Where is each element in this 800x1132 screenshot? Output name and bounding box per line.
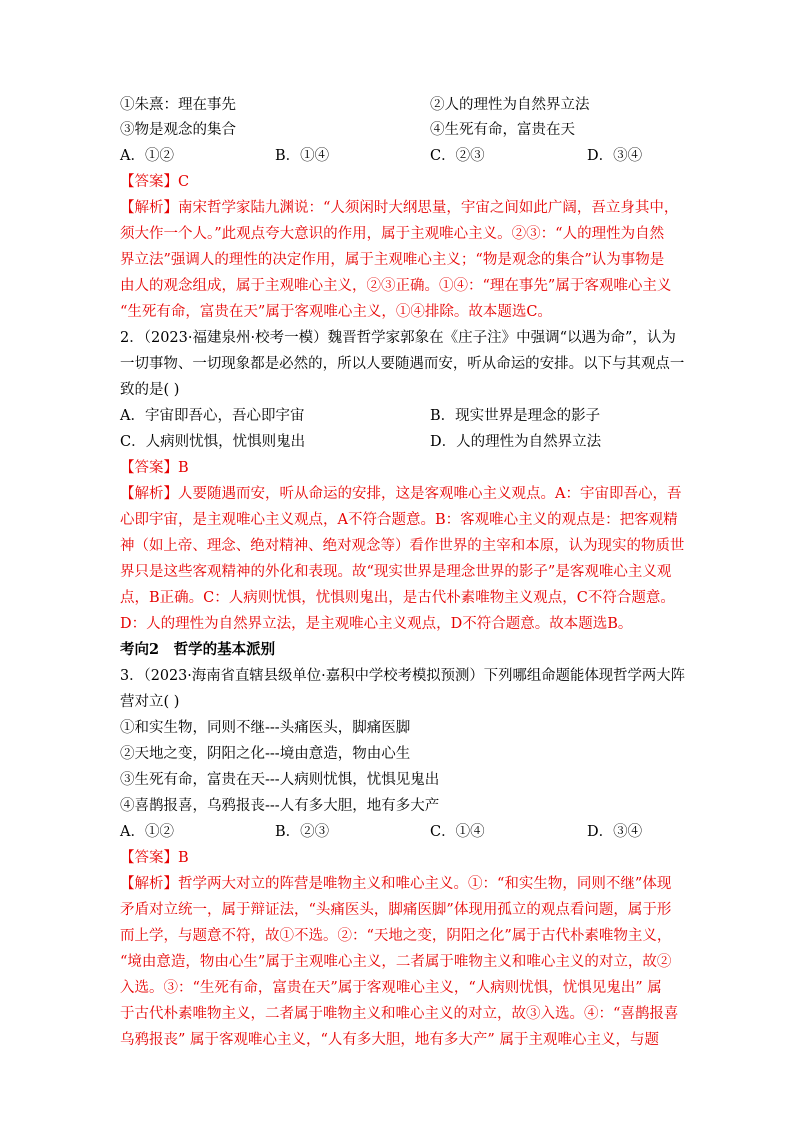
q2-answer bbox=[120, 458, 685, 478]
q2-analysis-line-2: 心即宇宙，是主观唯心主义观点，A不符合题意。B：客观唯心主义的观点是：把客观精 bbox=[120, 512, 678, 528]
q1-option-3: ③物是观念的集合 bbox=[120, 122, 236, 138]
q1-option-1: ①朱熹：理在事先 bbox=[120, 97, 236, 113]
q1-analysis-line-4: 由人的观念组成，属于主观唯心主义，②③正确。①④：“理在事先”属于客观唯心主义 bbox=[120, 278, 672, 294]
q2-analysis-line-3: 神（如上帝、理念、绝对精神、绝对观念等）看作世界的主宰和本原，认为现实的物质世 bbox=[120, 538, 685, 554]
q2-analysis-line-1 bbox=[120, 484, 685, 504]
q2-stem-line-1: 2．（2023·福建泉州·校考一模）魏晋哲学家郭象在《庄子注》中强调“以遇为命”，认为 bbox=[120, 330, 676, 346]
q1-analysis-text-1: 南宋哲学家陆九渊说：“人须闲时大纲思量，宇宙之间如此广阔，吾立身其中， bbox=[178, 200, 679, 216]
q2-option-c: C．人病则忧惧，忧惧则鬼出 bbox=[120, 434, 306, 450]
q2-stem-line-2: 一切事物、一切现象都是必然的，所以人要随遇而安，听从命运的安排。以下与其观点一 bbox=[120, 356, 685, 372]
q2-analysis-text-1: 人要随遇而安，听从命运的安排，这是客观唯心主义观点。A：宇宙即吾心，吾 bbox=[178, 486, 682, 502]
q2-option-b: B．现实世界是理念的影子 bbox=[430, 408, 601, 424]
q3-item-1: ①和实生物，同则不继---头痛医头，脚痛医脚 bbox=[120, 720, 411, 736]
q3-analysis-line-6: 于古代朴素唯物主义，二者属于唯物主义和唯心主义的对立，故③入选。④：“喜鹊报喜 bbox=[120, 1006, 679, 1022]
q1-analysis-line-5: “生死有命，富贵在天”属于客观唯心主义，①④排除。故本题选C。 bbox=[120, 304, 552, 320]
q3-answer-value: B bbox=[178, 850, 189, 866]
q3-analysis-label: 【解析】 bbox=[120, 876, 178, 892]
q3-choice-c: C．①④ bbox=[430, 824, 485, 840]
q3-answer bbox=[120, 848, 685, 868]
q1-choice-d: D．③④ bbox=[587, 148, 643, 164]
q1-analysis-line-3: 界立法”强调人的理性的决定作用，属于主观唯心主义；“物是观念的集合”认为事物是 bbox=[120, 252, 665, 268]
q3-analysis-line-7: 乌鸦报丧” 属于客观唯心主义，“人有多大胆，地有多大产” 属于主观唯心主义，与题 bbox=[120, 1032, 659, 1048]
q2-analysis-line-4: 界只是这些客观精神的外化和表现。故“现实世界是理念世界的影子”是客观唯心主义观 bbox=[120, 564, 672, 580]
q3-choice-b: B．②③ bbox=[275, 824, 330, 840]
q3-analysis-line-2: 矛盾对立统一，属于辩证法，“头痛医头，脚痛医脚”体现用孤立的观点看问题，属于形 bbox=[120, 902, 672, 918]
q1-option-2: ②人的理性为自然界立法 bbox=[430, 97, 590, 113]
section-heading: 考向2 哲学的基本派别 bbox=[120, 641, 276, 658]
q3-analysis-text-1: 哲学两大对立的阵营是唯物主义和唯心主义。①：“和实生物，同则不继”体现 bbox=[178, 876, 672, 892]
q1-analysis-line-2: 须大作一个人。”此观点夸大意识的作用，属于主观唯心主义。②③：“人的理性为自然 bbox=[120, 226, 665, 242]
q1-choice-a: A．①② bbox=[120, 148, 174, 164]
q3-analysis-line-1 bbox=[120, 874, 685, 894]
q2-option-a: A．宇宙即吾心，吾心即宇宙 bbox=[120, 408, 305, 424]
q3-stem-line-2: 营对立( ) bbox=[120, 694, 180, 710]
q2-answer-label: 【答案】 bbox=[120, 460, 178, 476]
q3-analysis-line-3: 而上学，与题意不符，故①不选。②：“天地之变，阴阳之化”属于古代朴素唯物主义， bbox=[120, 928, 672, 944]
q3-item-2: ②天地之变，阴阳之化---境由意造，物由心生 bbox=[120, 746, 411, 762]
q3-stem-line-1: 3．（2023·海南省直辖县级单位·嘉积中学校考模拟预测）下列哪组命题能体现哲学两大阵 bbox=[120, 668, 685, 684]
q2-option-d: D．人的理性为自然界立法 bbox=[430, 434, 602, 450]
q1-choice-b: B．①④ bbox=[275, 148, 330, 164]
q3-choice-a: A．①② bbox=[120, 824, 174, 840]
q3-analysis-line-5: 入选。③：“生死有命，富贵在天”属于客观唯心主义，“人病则忧惧，忧惧见鬼出” 属 bbox=[120, 980, 662, 996]
q1-analysis-line-1 bbox=[120, 198, 685, 218]
q1-choice-c: C．②③ bbox=[430, 148, 485, 164]
q3-answer-label: 【答案】 bbox=[120, 850, 178, 866]
q1-option-4: ④生死有命，富贵在天 bbox=[430, 122, 575, 138]
q2-analysis-line-6: D：人的理性为自然界立法，是主观唯心主义观点，D不符合题意。故本题选B。 bbox=[120, 616, 633, 632]
q1-answer-label: 【答案】 bbox=[120, 174, 178, 190]
q2-analysis-label: 【解析】 bbox=[120, 486, 178, 502]
q1-answer bbox=[120, 172, 685, 192]
q3-item-3: ③生死有命，富贵在天---人病则忧惧，忧惧见鬼出 bbox=[120, 772, 440, 788]
q2-stem-line-3: 致的是( ) bbox=[120, 382, 180, 398]
q2-analysis-line-5: 点，B正确。C：人病则忧惧，忧惧则鬼出，是古代朴素唯物主义观点，C不符合题意。 bbox=[120, 590, 675, 606]
q3-choice-d: D．③④ bbox=[587, 824, 643, 840]
q1-answer-value: C bbox=[178, 174, 190, 190]
q3-item-4: ④喜鹊报喜，乌鸦报丧---人有多大胆，地有多大产 bbox=[120, 798, 440, 814]
q3-analysis-line-4: “境由意造，物由心生”属于主观唯心主义，二者属于唯物主义和唯心主义的对立，故② bbox=[120, 954, 672, 970]
q1-analysis-label: 【解析】 bbox=[120, 200, 178, 216]
q2-answer-value: B bbox=[178, 460, 189, 476]
